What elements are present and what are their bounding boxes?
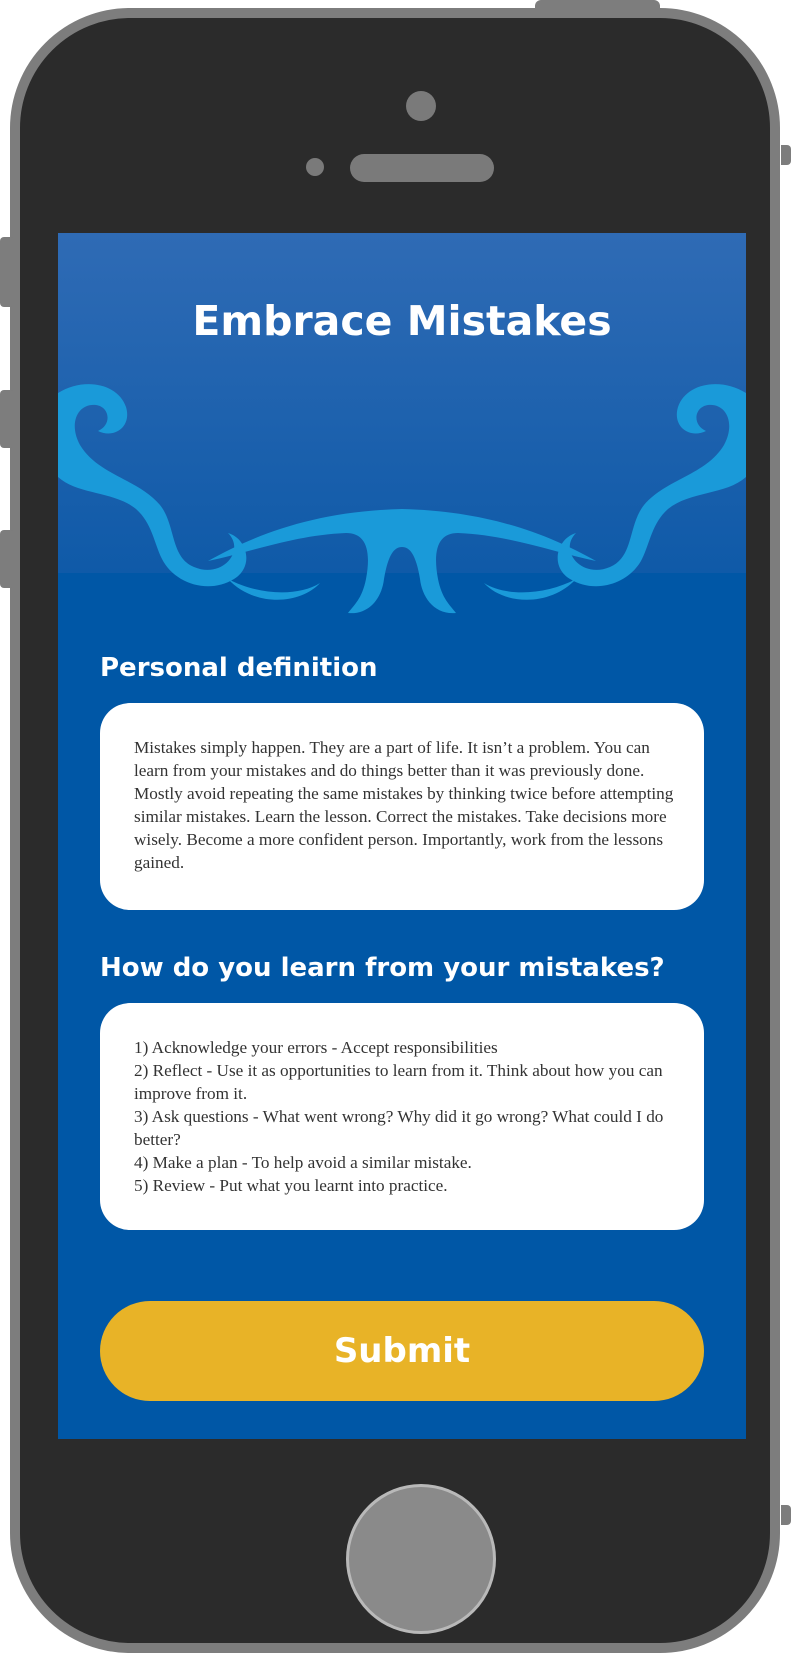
earpiece-speaker — [350, 154, 494, 182]
scroll-flourish-icon — [58, 383, 746, 663]
frame-notch-bottom — [781, 1505, 791, 1525]
personal-definition-field[interactable] — [100, 703, 704, 910]
home-button[interactable] — [346, 1484, 496, 1634]
learn-step-5: 5) Review - Put what you learnt into practice. — [134, 1176, 448, 1195]
learn-from-mistakes-field[interactable] — [100, 1003, 704, 1230]
personal-definition-text: Mistakes simply happen. They are a part of life. It isn’t a problem. You can learn from your mistakes and do things better than it was previously done. Mostly avoid repeating the same mistakes by thinking twice before attempting similar mistakes. Learn the lesson. Correct the mistakes. Take decisions more wisely. Become a more confident person. Importantly, work from the lessons gained. — [134, 738, 674, 872]
submit-button[interactable]: Submit — [100, 1301, 704, 1401]
frame-notch-top — [781, 145, 791, 165]
proximity-sensor — [306, 158, 324, 176]
learn-step-4: 4) Make a plan - To help avoid a similar mistake. — [134, 1153, 472, 1172]
learn-step-3: 3) Ask questions - What went wrong? Why did it go wrong? What could I do better? — [134, 1107, 664, 1149]
app-screen — [58, 233, 746, 1439]
volume-down-button[interactable] — [0, 530, 14, 588]
front-camera — [406, 91, 436, 121]
volume-up-button[interactable] — [0, 390, 14, 448]
learn-from-mistakes-label: How do you learn from your mistakes? — [100, 953, 665, 983]
personal-definition-label: Personal definition — [100, 653, 378, 683]
page-title: Embrace Mistakes — [192, 297, 612, 345]
power-button[interactable] — [535, 0, 660, 14]
mute-switch[interactable] — [0, 237, 14, 307]
learn-step-1: 1) Acknowledge your errors - Accept responsibilities — [134, 1038, 498, 1057]
learn-step-2: 2) Reflect - Use it as opportunities to learn from it. Think about how you can improve from it. — [134, 1061, 663, 1103]
